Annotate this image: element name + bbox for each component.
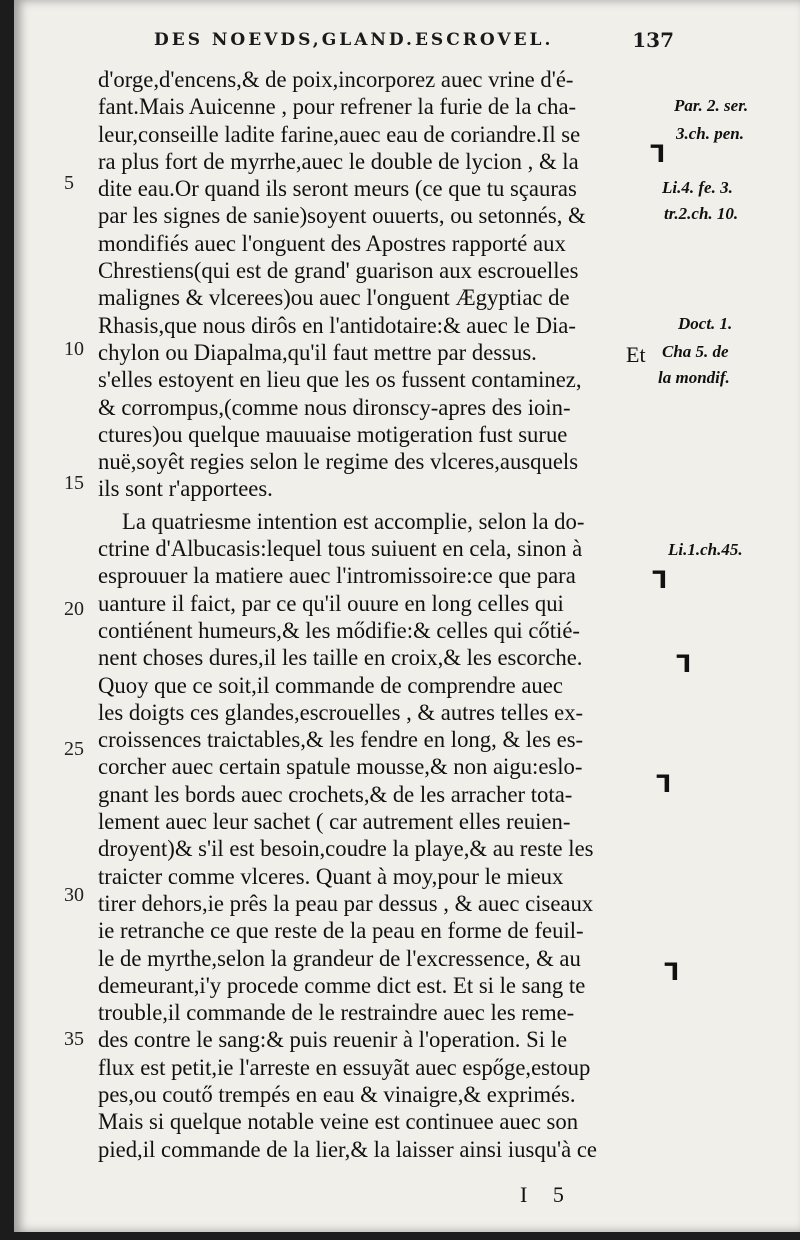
text-line: Rhasis,que nous dirôs en l'antidotaire:& auec le Dia-: [98, 312, 576, 338]
margin-note: Li.4. fe. 3.: [662, 178, 733, 197]
margin-note: 3.ch. pen.: [676, 124, 744, 143]
text-line: Quoy que ce soit,il commande de comprendre auec: [98, 672, 563, 698]
page-number: 137: [632, 28, 674, 52]
text-line: traicter comme vlceres. Quant à moy,pour le mieux: [98, 863, 564, 889]
text-line: ils sont r'apportees.: [98, 476, 273, 502]
text-line: le de myrthe,selon la grandeur de l'excressence, & au: [98, 945, 581, 971]
margin-note: Cha 5. de: [662, 342, 729, 361]
text-line: ie retranche ce que reste de la peau en forme de feuil-: [98, 918, 584, 944]
margin-note: Li.1.ch.45.: [668, 540, 743, 559]
text-line: fant.Mais Auicenne , pour refrener la furie de la cha-: [98, 94, 577, 120]
header-title: DES NOEVDS,GLAND.ESCROVEL.: [154, 30, 554, 50]
text-body: [98, 66, 678, 1163]
text-line: esprouuer la matiere auec l'intromissoire:ce que para: [98, 563, 576, 589]
text-line: les doigts ces glandes,escrouelles , & autres telles ex-: [98, 699, 584, 725]
book-page: [14, 0, 800, 1232]
line-number: 15: [64, 472, 84, 494]
text-line: tirer dehors,ie prês la peau par dessus , & auec ciseaux: [98, 890, 594, 916]
text-line: La quatriesme intention est accomplie, selon la do-: [122, 508, 585, 534]
text-line: mondifiés auec l'onguent des Apostres rapporté aux: [98, 230, 566, 256]
text-line: nuë,soyêt regies selon le regime des vlceres,ausquels: [98, 449, 579, 475]
line-number: 20: [64, 598, 84, 620]
text-line: gnant les bords auec crochets,& de les arracher tota-: [98, 781, 573, 807]
margin-note: tr.2.ch. 10.: [664, 204, 739, 223]
text-line: chylon ou Diapalma,qu'il faut mettre par dessus.: [98, 339, 537, 365]
text-line: corcher auec certain spatule mousse,& non aigu:eslo-: [98, 754, 583, 780]
margin-note: la mondif.: [658, 368, 730, 387]
section-mark-icon: Ꞁ: [656, 770, 672, 798]
margin-note: Et: [626, 342, 646, 367]
text-line: pes,ou coutő trempés en eau & vinaigre,& exprimés.: [98, 1081, 576, 1107]
text-line: d'orge,d'encens,& de poix,incorporez auec vrine d'é-: [98, 67, 574, 92]
section-mark-icon: Ꞁ: [664, 958, 680, 986]
text-line: dite eau.Or quand ils seront meurs (ce que tu sçauras: [98, 176, 577, 202]
line-number: 35: [64, 1028, 84, 1050]
section-mark-icon: Ꞁ: [652, 566, 668, 594]
text-line: malignes & vlcerees)ou auec l'onguent Ægyptiac de: [98, 285, 570, 311]
line-number: 5: [64, 172, 74, 194]
margin-note: Par. 2. ser.: [674, 96, 749, 115]
text-line: Mais si quelque notable veine est continuee auec son: [98, 1109, 579, 1135]
text-line: des contre le sang:& puis reuenir à l'operation. Si le: [98, 1027, 568, 1053]
text-line: par les signes de sanie)soyent ouuerts, ou setonnés, &: [98, 203, 586, 229]
line-number: 30: [64, 884, 84, 906]
text-line: flux est petit,ie l'arreste en essuyãt auec espőge,estoup: [98, 1054, 591, 1080]
section-mark-icon: Ꞁ: [650, 140, 666, 168]
section-mark-icon: Ꞁ: [676, 650, 692, 678]
text-line: ctrine d'Albucasis:lequel tous suiuent en cela, sinon à: [98, 536, 583, 562]
text-line: trouble,il commande de le restraindre auec les reme-: [98, 1000, 575, 1026]
text-line: contiénent humeurs,& les mődifie:& celles qui cőtié-: [98, 617, 580, 643]
text-line: croissences traictables,& les fendre en long, & les es-: [98, 727, 584, 753]
text-line: pied,il commande de la lier,& la laisser ainsi iusqu'à ce: [98, 1136, 597, 1162]
signature-mark: I 5: [520, 1182, 574, 1207]
margin-note: Doct. 1.: [678, 314, 733, 333]
line-number: 10: [64, 338, 84, 360]
text-line: ra plus fort de myrrhe,auec le double de lycion , & la: [98, 148, 579, 174]
text-line: leur,conseille ladite farine,auec eau de coriandre.Il se: [98, 121, 581, 147]
text-line: Chrestiens(qui est de grand' guarison aux escrouelles: [98, 258, 579, 284]
line-number: 25: [64, 738, 84, 760]
text-line: & corrompus,(comme nous dironscy-apres des ioin-: [98, 394, 571, 420]
text-line: demeurant,i'y procede comme dict est. Et si le sang te: [98, 972, 586, 998]
text-line: s'elles estoyent en lieu que les os fussent contaminez,: [98, 367, 582, 393]
text-line: nent choses dures,il les taille en croix,& les escorche.: [98, 645, 583, 671]
text-line: uanture il faict, par ce qu'il ouure en long celles qui: [98, 590, 564, 616]
text-line: ctures)ou quelque mauuaise motigeration fust surue: [98, 421, 568, 447]
running-header: [154, 30, 674, 58]
text-line: lement auec leur sachet ( car autrement elles reuien-: [98, 809, 571, 835]
text-line: droyent)& s'il est besoin,coudre la playe,& au reste les: [98, 836, 594, 862]
